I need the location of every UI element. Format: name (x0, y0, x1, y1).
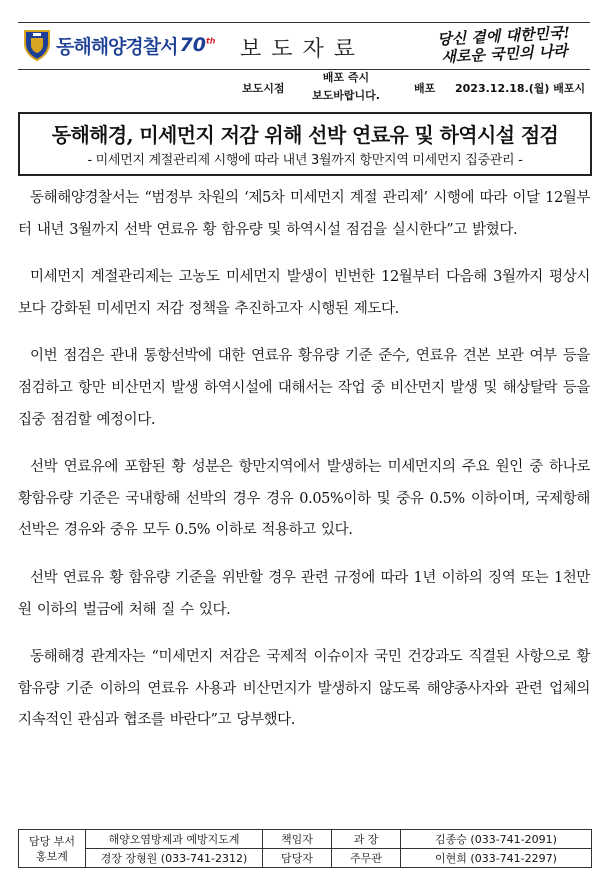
anniversary-mark: 70th (179, 34, 216, 56)
paragraph: 동해해양경찰서는 “범정부 차원의 ‘제5차 미세먼지 계절 관리제’ 시행에 따라 이달 12월부터 내년 3월까지 선박 연료유 황 함유량 및 하역시설 점검을 실시한다”고 밝혔다. (18, 190, 590, 238)
officer-contact: 이현희 (033-741-2297) (401, 849, 592, 868)
release-time-label: 보도시점 (242, 82, 285, 95)
table-row (19, 830, 592, 849)
paragraph: 선박 연료유 황 함유량 기준을 위반할 경우 관련 규정에 따라 1년 이하의 징역 또는 1천만원 이하의 벌금에 처해 질 수 있다. (18, 569, 590, 618)
officer-title: 주무관 (332, 849, 401, 868)
page-title: 동해해경, 미세먼지 저감 위해 선박 연료유 및 하역시설 점검 (51, 123, 559, 147)
responsible-label: 책임자 (263, 830, 332, 849)
article-body (18, 183, 590, 753)
paragraph: 미세먼지 계절관리제는 고농도 미세먼지 발생이 빈번한 12월부터 다음해 3월까지 평상시보다 강화된 미세먼지 저감 정책을 추진하고자 시행된 제도다. (18, 269, 590, 317)
dept-name: 해양오염방제과 예방지도계 (86, 830, 263, 849)
contact-table (18, 829, 592, 868)
headline-box (18, 112, 592, 176)
distribution-date: 2023.12.18.(월) 배포시 (455, 82, 586, 95)
org-logo (22, 29, 215, 61)
manager-label: 담당자 (263, 849, 332, 868)
paragraph: 동해해경 관계자는 “미세먼지 저감은 국제적 이슈이자 국민 건강과도 직결된 사항으로 황함유량 기준 이하의 연료유 사용과 비산먼지가 발생하지 않도록 해양종사자와 관련 업체의 지속적인 관심과 협조를 바란다”고 당부했다. (18, 649, 590, 729)
letterhead (18, 22, 590, 70)
chief-title: 과 장 (332, 830, 401, 849)
chief-contact: 김종승 (033-741-2091) (401, 830, 592, 849)
org-name: 동해해양경찰서 (56, 35, 178, 58)
dept-label: 담당 부서 홍보계 (19, 830, 86, 868)
paragraph: 선박 연료유에 포함된 황 성분은 항만지역에서 발생하는 미세먼지의 주요 원인 중 하나로 황함유량 기준은 국내항해 선박의 경우 경유 0.05%이하 및 중유 0.5% 이하이며, 국제항해 선박은 경유와 중유 모두 0.5% 이하로 적용하고 있다. (18, 459, 590, 539)
coast-guard-emblem-icon (22, 29, 52, 61)
document-type: 보도자료 (240, 37, 366, 62)
paragraph: 이번 점검은 관내 통항선박에 대한 연료유 황유량 기준 준수, 연료유 견본 보관 여부 등을 점검하고 항만 비산먼지 발생 하역시설에 대해서는 작업 중 비산먼지 발생 및 해상탈락 등을 집중 점검할 예정이다. (18, 348, 590, 428)
page-subtitle: - 미세먼지 계절관리제 시행에 따라 내년 3월까지 항만지역 미세먼지 집중관리 - (87, 153, 523, 168)
table-row (19, 849, 592, 868)
distribution-label: 배포 (414, 82, 436, 95)
slogan: 당신 곁에 대한민국! 새로운 국민의 나라 (436, 23, 571, 67)
release-time-value: 배포 즉시 보도바랍니다. (312, 71, 380, 102)
dept-person: 경장 장형원 (033-741-2312) (86, 849, 263, 868)
